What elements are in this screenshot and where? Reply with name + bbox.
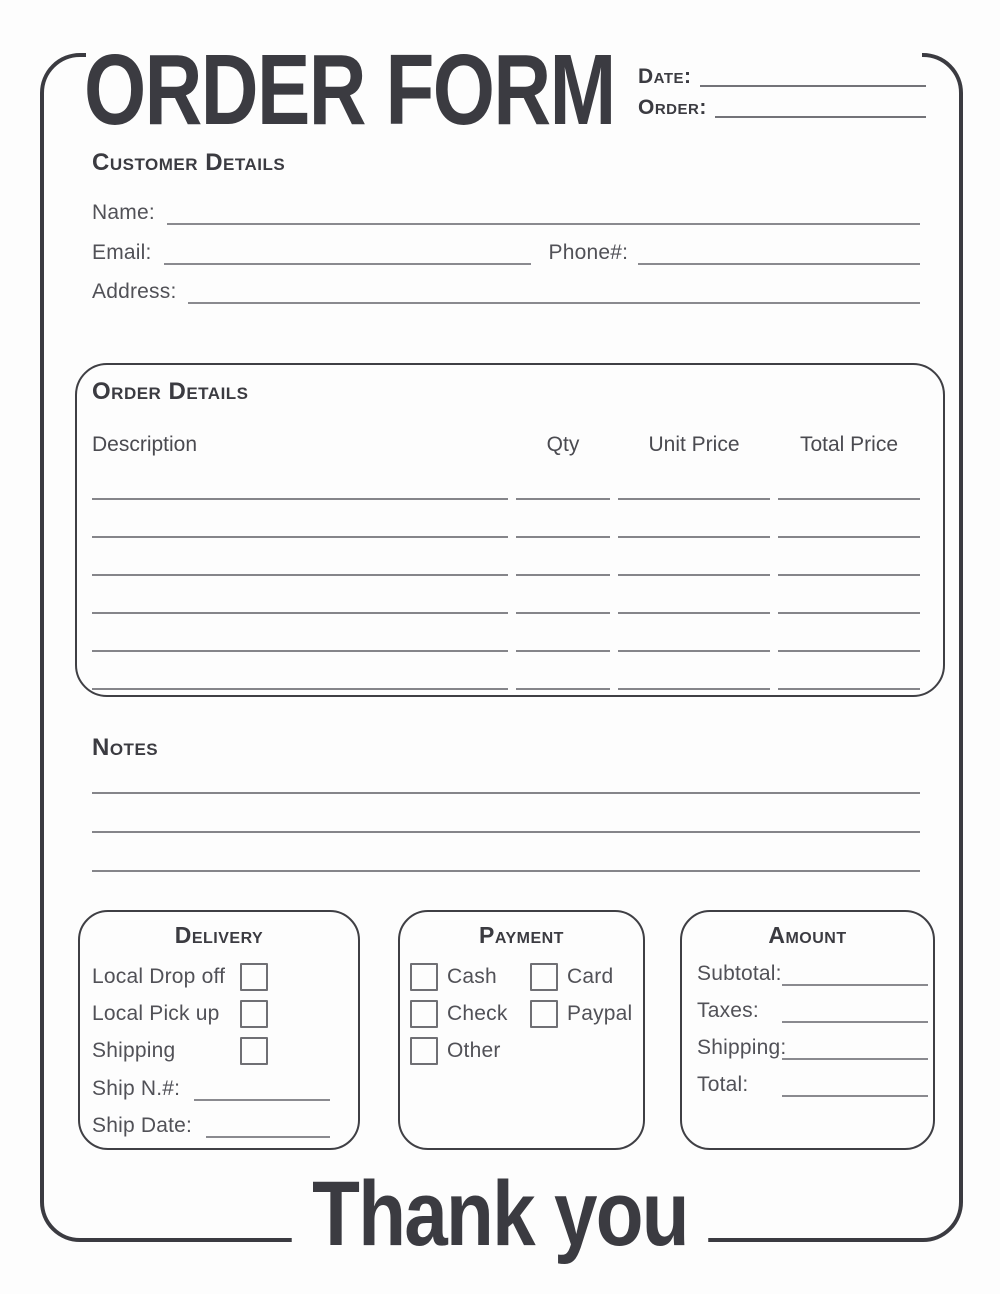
ship-date-row: [80, 1101, 358, 1138]
ship-number-label: Ship N.#:: [92, 1077, 181, 1100]
order-cell-unit-price[interactable]: [618, 652, 770, 690]
checkbox-other[interactable]: [410, 1037, 438, 1065]
order-table-row: [92, 576, 923, 614]
amount-row-total: [697, 1060, 928, 1097]
name-label: Name:: [92, 201, 155, 225]
order-cell-description[interactable]: [92, 462, 508, 500]
payment-option-paypal: [530, 995, 632, 1032]
order-number-row: [638, 87, 926, 118]
column-header-description: Description: [92, 433, 198, 457]
order-cell-qty[interactable]: [516, 500, 610, 538]
delivery-option-shipping: [80, 1032, 358, 1069]
address-label: Address:: [92, 280, 177, 304]
order-cell-description[interactable]: [92, 538, 508, 576]
payment-option-label: Cash: [447, 964, 497, 988]
payment-option-label: Paypal: [567, 1001, 633, 1025]
checkbox-local-drop-off[interactable]: [240, 963, 268, 991]
order-details-heading: Order Details: [92, 378, 249, 405]
delivery-option-local-pick-up: [80, 995, 358, 1032]
delivery-option-label: Shipping: [92, 1038, 176, 1062]
order-cell-total-price[interactable]: [778, 576, 920, 614]
payment-option-card: [530, 958, 632, 995]
date-row: [638, 56, 926, 87]
notes-section: [92, 735, 920, 872]
payment-options-right: [530, 958, 632, 1069]
payment-heading: Payment: [479, 922, 564, 948]
amount-row-shipping: [697, 1023, 928, 1060]
checkbox-cash[interactable]: [410, 963, 438, 991]
order-cell-description[interactable]: [92, 652, 508, 690]
name-row: [92, 186, 920, 225]
amount-row-subtotal: [697, 952, 928, 986]
order-details-section: [75, 363, 945, 697]
order-table-row: [92, 614, 923, 652]
address-row: [92, 265, 920, 304]
customer-details-section: [92, 150, 920, 304]
amount-section: [680, 910, 935, 1150]
payment-option-check: [410, 995, 530, 1032]
order-cell-qty[interactable]: [516, 576, 610, 614]
ship-date-label: Ship Date:: [92, 1114, 193, 1137]
notes-line[interactable]: [92, 761, 920, 794]
order-cell-description[interactable]: [92, 500, 508, 538]
amount-input-line[interactable]: [782, 1058, 928, 1060]
amount-input-line[interactable]: [782, 1095, 928, 1097]
delivery-heading: Delivery: [174, 922, 264, 948]
order-cell-total-price[interactable]: [778, 614, 920, 652]
ship-number-row: [80, 1069, 358, 1101]
order-cell-qty[interactable]: [516, 652, 610, 690]
amount-label: Shipping:: [697, 1036, 787, 1059]
notes-heading: Notes: [92, 734, 159, 761]
amount-heading: Amount: [768, 922, 847, 948]
notes-lines: [92, 761, 920, 872]
ship-date-input-line[interactable]: [206, 1136, 330, 1138]
delivery-option-local-drop-off: [80, 958, 358, 995]
header-meta: [638, 56, 926, 118]
amount-input-line[interactable]: [782, 1021, 928, 1023]
order-cell-qty[interactable]: [516, 538, 610, 576]
email-label: Email:: [92, 241, 152, 265]
payment-option-label: Card: [567, 964, 614, 988]
customer-details-heading: Customer Details: [92, 149, 286, 176]
amount-input-line[interactable]: [782, 984, 928, 986]
order-cell-qty[interactable]: [516, 462, 610, 500]
amount-label: Total:: [697, 1073, 749, 1096]
order-table-row: [92, 538, 923, 576]
delivery-section: [78, 910, 360, 1150]
payment-option-label: Check: [447, 1001, 508, 1025]
order-cell-total-price[interactable]: [778, 462, 920, 500]
order-cell-unit-price[interactable]: [618, 500, 770, 538]
email-phone-row: [92, 225, 920, 265]
payment-option-other: [410, 1032, 530, 1069]
amount-rows: [682, 952, 933, 1097]
amount-row-taxes: [697, 986, 928, 1023]
ship-number-input-line[interactable]: [194, 1099, 330, 1101]
order-table-row: [92, 462, 923, 500]
order-cell-unit-price[interactable]: [618, 576, 770, 614]
payment-section: [398, 910, 645, 1150]
order-cell-unit-price[interactable]: [618, 614, 770, 652]
order-table-header: [92, 433, 923, 457]
order-cell-unit-price[interactable]: [618, 538, 770, 576]
column-header-total-price: Total Price: [799, 433, 899, 457]
amount-label: Taxes:: [697, 999, 759, 1022]
address-input-line[interactable]: [188, 302, 920, 304]
amount-label: Subtotal:: [697, 962, 782, 985]
order-cell-total-price[interactable]: [778, 652, 920, 690]
form-title: ORDER FORM: [84, 34, 615, 146]
payment-option-label: Other: [447, 1038, 501, 1062]
phone-label: Phone#:: [548, 241, 629, 265]
order-number-label: Order:: [638, 96, 707, 119]
order-number-input-line[interactable]: [715, 116, 926, 118]
delivery-options: [80, 958, 358, 1069]
column-header-unit-price: Unit Price: [648, 433, 740, 457]
order-cell-total-price[interactable]: [778, 500, 920, 538]
payment-options: [400, 958, 643, 1069]
date-input-line[interactable]: [700, 85, 926, 87]
name-input-line[interactable]: [167, 223, 920, 225]
phone-input-line[interactable]: [638, 263, 920, 265]
order-cell-unit-price[interactable]: [618, 462, 770, 500]
order-table-row: [92, 652, 923, 690]
order-table-row: [92, 500, 923, 538]
thank-you-banner: [292, 1163, 709, 1265]
notes-line[interactable]: [92, 833, 920, 872]
order-cell-total-price[interactable]: [778, 538, 920, 576]
checkbox-shipping[interactable]: [240, 1037, 268, 1065]
checkbox-paypal[interactable]: [530, 1000, 558, 1028]
date-label: Date:: [638, 65, 692, 88]
order-cell-description[interactable]: [92, 614, 508, 652]
payment-option-cash: [410, 958, 530, 995]
checkbox-local-pick-up[interactable]: [240, 1000, 268, 1028]
delivery-option-label: Local Pick up: [92, 1001, 220, 1025]
email-input-line[interactable]: [164, 263, 531, 265]
order-table-rows: [92, 462, 923, 690]
delivery-option-label: Local Drop off: [92, 964, 226, 988]
column-header-qty: Qty: [546, 433, 580, 457]
checkbox-card[interactable]: [530, 963, 558, 991]
order-cell-description[interactable]: [92, 576, 508, 614]
notes-line[interactable]: [92, 794, 920, 833]
thank-you-text: Thank you: [312, 1163, 688, 1265]
order-cell-qty[interactable]: [516, 614, 610, 652]
checkbox-check[interactable]: [410, 1000, 438, 1028]
payment-options-left: [410, 958, 530, 1069]
